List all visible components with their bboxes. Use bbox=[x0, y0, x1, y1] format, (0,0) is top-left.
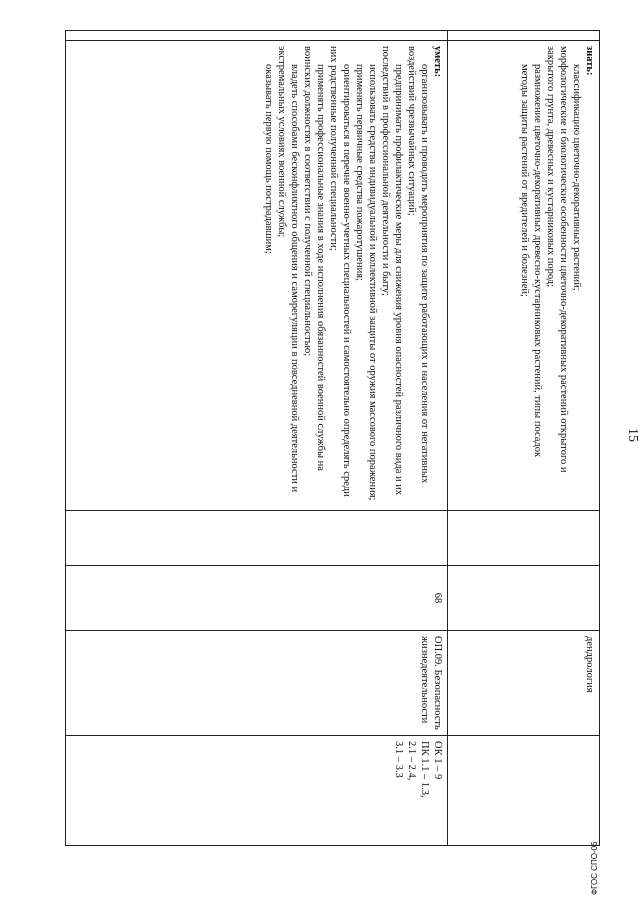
hours-cell: 68 bbox=[66, 566, 448, 631]
table-row bbox=[448, 31, 600, 846]
discipline-cell: ОП.09. Безопасность жизнедеятельности bbox=[66, 631, 448, 736]
can-line: владеть способами бесконфликтного общения и саморегуляции в повседневной деятельности и экстремальных условиях военной службы; bbox=[276, 46, 301, 493]
page-number: 15 bbox=[625, 428, 640, 442]
competency-line: ОК 1 – 9 bbox=[432, 741, 444, 780]
hours-cell bbox=[448, 566, 600, 631]
competency-line: ПК 1.1 – 1.3, bbox=[419, 741, 431, 798]
curriculum-table bbox=[65, 30, 600, 846]
footer-label: ФГОС СПО-06 bbox=[590, 841, 599, 895]
competency-line: 2.1 – 2.4, bbox=[406, 741, 418, 781]
index-cell bbox=[448, 31, 600, 41]
empty-cell bbox=[66, 511, 448, 566]
can-line: применять первичные средства пожаротушения; bbox=[354, 64, 366, 282]
competency-line: 3.1 – 3.3 bbox=[393, 741, 405, 778]
can-line: ориентироваться в перечне военно-учетных специальностей и самостоятельно определять среди них родственные полученной специальности; bbox=[328, 46, 353, 497]
competency-cell bbox=[66, 736, 448, 846]
table-row bbox=[66, 31, 448, 846]
know-line: классификацию цветочно-декоративных растений; bbox=[571, 64, 582, 291]
empty-cell bbox=[448, 511, 600, 566]
can-line: организовывать и проводить мероприятия по защите работающих и населения от негативных воздействий чрезвычайных ситуаций; bbox=[406, 46, 431, 484]
can-line: использовать средства индивидуальной и коллективной защиты от оружия массового поражения; bbox=[367, 64, 379, 501]
know-line: размножение цветочно-декоративных древесно-кустарниковых растений, типы посадок bbox=[532, 64, 543, 458]
know-heading: знать: bbox=[584, 46, 595, 76]
rotated-page bbox=[65, 30, 640, 845]
can-line: оказывать первую помощь пострадавшим; bbox=[263, 64, 275, 254]
index-cell bbox=[66, 31, 448, 41]
can-line: применять профессиональные знания в ходе исполнения обязанностей военной службы на воинских должностях в соответствии с полученной специальностью; bbox=[302, 46, 327, 471]
description-cell bbox=[66, 41, 448, 511]
competency-cell bbox=[448, 736, 600, 846]
discipline-cell: дендрология bbox=[448, 631, 600, 736]
can-line: предпринимать профилактические меры для снижения уровня опасностей различного вида и их последствий в профессиональной деятельности и быту; bbox=[380, 46, 405, 496]
description-cell bbox=[448, 41, 600, 511]
know-line: морфологические и биологические особенности цветочно-декоративных растений открытого и закрытого грунта, древесных и кустарниковых пород; bbox=[545, 46, 569, 473]
can-heading: уметь: bbox=[432, 46, 444, 78]
know-line: методы защиты растений от вредителей и болезней; bbox=[519, 64, 530, 297]
